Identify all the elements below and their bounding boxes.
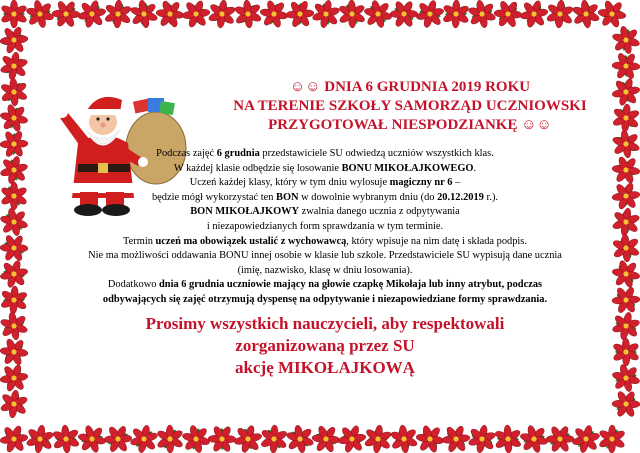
poinsettia-flower <box>514 419 553 453</box>
poinsettia-flower <box>333 0 372 33</box>
poinsettia-flower <box>99 420 137 453</box>
body-line: i niezapowiedzianych form sprawdzania w tym terminie. <box>206 220 444 232</box>
poinsettia-flower <box>609 309 640 343</box>
poinsettia-flower <box>606 150 640 189</box>
body-line: Podczas zajęć 6 grudnia przedstawiciele SU odwiedzą uczniów wszystkich klas. <box>156 148 494 159</box>
body-line: (imię, nazwisko, klasę w dniu losowania). <box>237 264 413 276</box>
poinsettia-flower <box>610 206 640 238</box>
poinsettia-flower <box>598 425 626 453</box>
poinsettia-flower <box>0 306 34 345</box>
poinsettia-flower <box>606 358 640 397</box>
poinsettia-flower <box>606 20 640 59</box>
poinsettia-flower <box>206 0 237 30</box>
body-line: BON MIKOŁAJKOWY zwalnia danego ucznia z odpytywania <box>190 206 460 218</box>
body-line: Dodatkowo dnia 6 grudnia uczniowie mający na głowie czapkę Mikołaja lub inny atrybut, podczas <box>107 279 543 291</box>
poinsettia-flower <box>0 153 31 187</box>
poinsettia-flower <box>606 254 640 293</box>
poinsettia-flower <box>362 423 393 453</box>
poinsettia-flower <box>607 281 640 319</box>
body-line: Termin uczeń ma obowiązek ustalić z wychowawcą, który wpisuje na nim datę i składa podpis. <box>123 235 527 247</box>
poinsettia-flower <box>0 202 34 241</box>
poinsettia-flower <box>541 420 579 453</box>
poinsettia-flower <box>437 420 474 453</box>
poinsettia-flower <box>228 0 267 33</box>
poinsettia-flower <box>74 0 109 32</box>
poinsettia-flower <box>545 0 576 29</box>
poinsettia-flower <box>0 421 32 453</box>
poinsettia-flower <box>307 420 346 453</box>
poinsettia-flower <box>309 0 342 31</box>
poinsettia-flower <box>566 0 605 34</box>
teachers-request <box>80 313 570 379</box>
poinsettia-flower <box>231 422 266 453</box>
poinsettia-flower <box>24 423 56 453</box>
announcement-body <box>80 147 570 308</box>
body-line: odbywających się zajęć otrzymują dyspensę na odpytywanie i niezapowiedziane formy sprawdzania. <box>102 293 548 305</box>
poinsettia-flower <box>462 0 501 34</box>
poinsettia-flower <box>413 0 447 31</box>
poinsettia-flower <box>127 422 160 453</box>
poinsettia-flower <box>607 385 640 423</box>
poinsettia-flower <box>0 182 28 210</box>
poinsettia-flower <box>358 0 397 34</box>
poinsettia-flower <box>72 419 111 453</box>
poinsettia-flower <box>0 73 33 112</box>
poinsettia-flower <box>466 423 499 453</box>
body-line: będzie mógł wykorzystać ten BON w dowolnie wybranym dniu (do 20.12.2019 r.). <box>151 191 499 203</box>
heading-line-3: PRZYGOTOWAŁ NIESPODZIANKĘ ☺☺ <box>268 117 552 133</box>
poinsettia-flower <box>103 0 133 29</box>
footer-line-1: Prosimy wszystkich nauczycieli, aby respektowali <box>145 314 505 333</box>
poinsettia-flower <box>0 388 30 420</box>
heading-line-1: ☺☺ DNIA 6 GRUDNIA 2019 ROKU <box>289 79 531 95</box>
announcement-heading <box>190 78 630 135</box>
poinsettia-flower <box>178 0 214 32</box>
poinsettia-flower <box>410 419 449 453</box>
poinsettia-flower <box>176 419 215 453</box>
body-line: Nie ma możliwości oddawania BONU innej osobie w klasie lub szkole. Przedstawiciele SU wypisują dane ucznia <box>88 250 562 262</box>
poinsettia-flower <box>608 178 640 215</box>
body-line: W każdej klasie odbędzie się losowanie BONU MIKOŁAJKOWEGO. <box>173 162 477 174</box>
poinsettia-flower <box>569 422 603 453</box>
poinsettia-flower <box>516 0 552 32</box>
poinsettia-flower <box>20 0 59 34</box>
poinsettia-flower <box>124 0 163 34</box>
poinsettia-flower <box>259 424 288 453</box>
heading-line-2: NA TERENIE SZKOŁY SAMORZĄD UCZNIOWSKI <box>233 98 587 114</box>
poinsettia-flower <box>334 421 370 453</box>
body-line: Uczeń każdej klasy, który w tym dniu wylosuje magiczny nr 6 – <box>189 177 461 189</box>
footer-line-3: akcję MIKOŁAJKOWĄ <box>235 358 415 377</box>
footer-line-2: zorganizowaną przez SU <box>235 336 415 355</box>
poinsettia-flower <box>0 50 30 82</box>
